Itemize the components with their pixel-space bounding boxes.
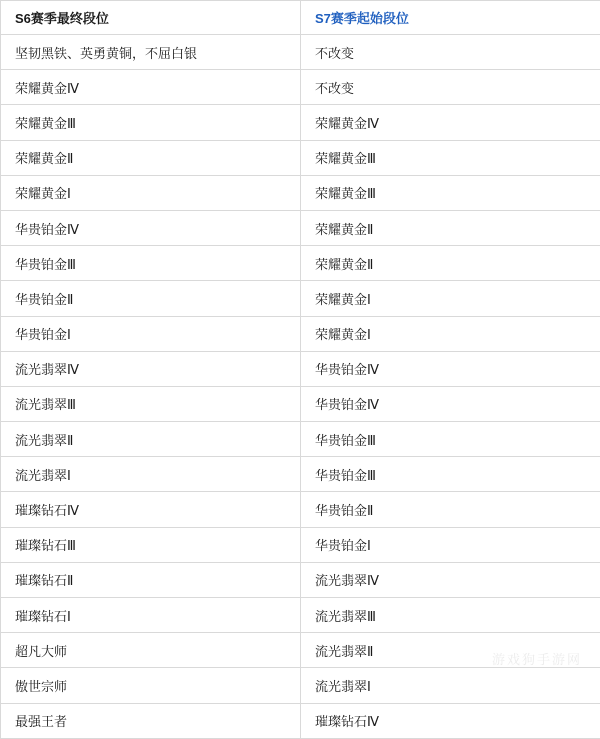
cell-s6-rank: 华贵铂金Ⅱ (1, 281, 301, 316)
cell-s6-rank: 荣耀黄金Ⅳ (1, 70, 301, 105)
cell-s6-rank: 傲世宗师 (1, 668, 301, 703)
cell-s6-rank: 流光翡翠Ⅰ (1, 457, 301, 492)
watermark: 游戏狗手游网 (492, 649, 582, 668)
cell-s7-rank: 华贵铂金Ⅲ (301, 457, 600, 492)
table-row (1, 527, 600, 562)
table-row (1, 105, 600, 140)
table-header-row (1, 1, 600, 35)
table-row (1, 668, 600, 703)
table-body (1, 35, 600, 739)
cell-s7-rank: 荣耀黄金Ⅲ (301, 175, 600, 210)
cell-s6-rank: 流光翡翠Ⅱ (1, 422, 301, 457)
cell-s7-rank: 荣耀黄金Ⅰ (301, 281, 600, 316)
cell-s6-rank: 荣耀黄金Ⅰ (1, 175, 301, 210)
cell-s7-rank: 不改变 (301, 35, 600, 70)
table-row (1, 492, 600, 527)
table-row (1, 422, 600, 457)
cell-s6-rank: 华贵铂金Ⅲ (1, 246, 301, 281)
cell-s6-rank: 璀璨钻石Ⅰ (1, 598, 301, 633)
table-row (1, 598, 600, 633)
column-header-s7: S7赛季起始段位 (301, 1, 600, 35)
cell-s7-rank: 流光翡翠Ⅱ (301, 633, 600, 668)
cell-s7-rank: 荣耀黄金Ⅱ (301, 246, 600, 281)
cell-s6-rank: 璀璨钻石Ⅳ (1, 492, 301, 527)
table-row (1, 70, 600, 105)
cell-s7-rank: 华贵铂金Ⅳ (301, 351, 600, 386)
table-row (1, 562, 600, 597)
cell-s6-rank: 荣耀黄金Ⅱ (1, 140, 301, 175)
cell-s6-rank: 璀璨钻石Ⅱ (1, 562, 301, 597)
table-row (1, 140, 600, 175)
cell-s7-rank: 华贵铂金Ⅱ (301, 492, 600, 527)
cell-s7-rank: 璀璨钻石Ⅳ (301, 703, 600, 738)
table-row (1, 703, 600, 738)
table-row (1, 35, 600, 70)
cell-s6-rank: 华贵铂金Ⅳ (1, 210, 301, 245)
cell-s7-rank: 荣耀黄金Ⅲ (301, 140, 600, 175)
cell-s7-rank: 不改变 (301, 70, 600, 105)
cell-s7-rank: 流光翡翠Ⅳ (301, 562, 600, 597)
table-row (1, 316, 600, 351)
cell-s6-rank: 最强王者 (1, 703, 301, 738)
cell-s6-rank: 璀璨钻石Ⅲ (1, 527, 301, 562)
table-row (1, 633, 600, 668)
table-row (1, 246, 600, 281)
cell-s6-rank: 华贵铂金Ⅰ (1, 316, 301, 351)
cell-s6-rank: 荣耀黄金Ⅲ (1, 105, 301, 140)
cell-s7-rank: 华贵铂金Ⅲ (301, 422, 600, 457)
cell-s6-rank: 坚韧黑铁、英勇黄铜，不屈白银 (1, 35, 301, 70)
table-header (1, 1, 600, 35)
column-header-s6: S6赛季最终段位 (1, 1, 301, 35)
table-row (1, 457, 600, 492)
cell-s7-rank: 荣耀黄金Ⅳ (301, 105, 600, 140)
cell-s7-rank: 荣耀黄金Ⅰ (301, 316, 600, 351)
cell-s7-rank: 华贵铂金Ⅰ (301, 527, 600, 562)
table-row (1, 281, 600, 316)
cell-s7-rank: 流光翡翠Ⅲ (301, 598, 600, 633)
cell-s7-rank: 流光翡翠Ⅰ (301, 668, 600, 703)
cell-s6-rank: 流光翡翠Ⅳ (1, 351, 301, 386)
table-row (1, 210, 600, 245)
cell-s6-rank: 流光翡翠Ⅲ (1, 386, 301, 421)
cell-s7-rank: 华贵铂金Ⅳ (301, 386, 600, 421)
table-row (1, 351, 600, 386)
cell-s7-rank: 荣耀黄金Ⅱ (301, 210, 600, 245)
table-row (1, 386, 600, 421)
table-row (1, 175, 600, 210)
cell-s6-rank: 超凡大师 (1, 633, 301, 668)
